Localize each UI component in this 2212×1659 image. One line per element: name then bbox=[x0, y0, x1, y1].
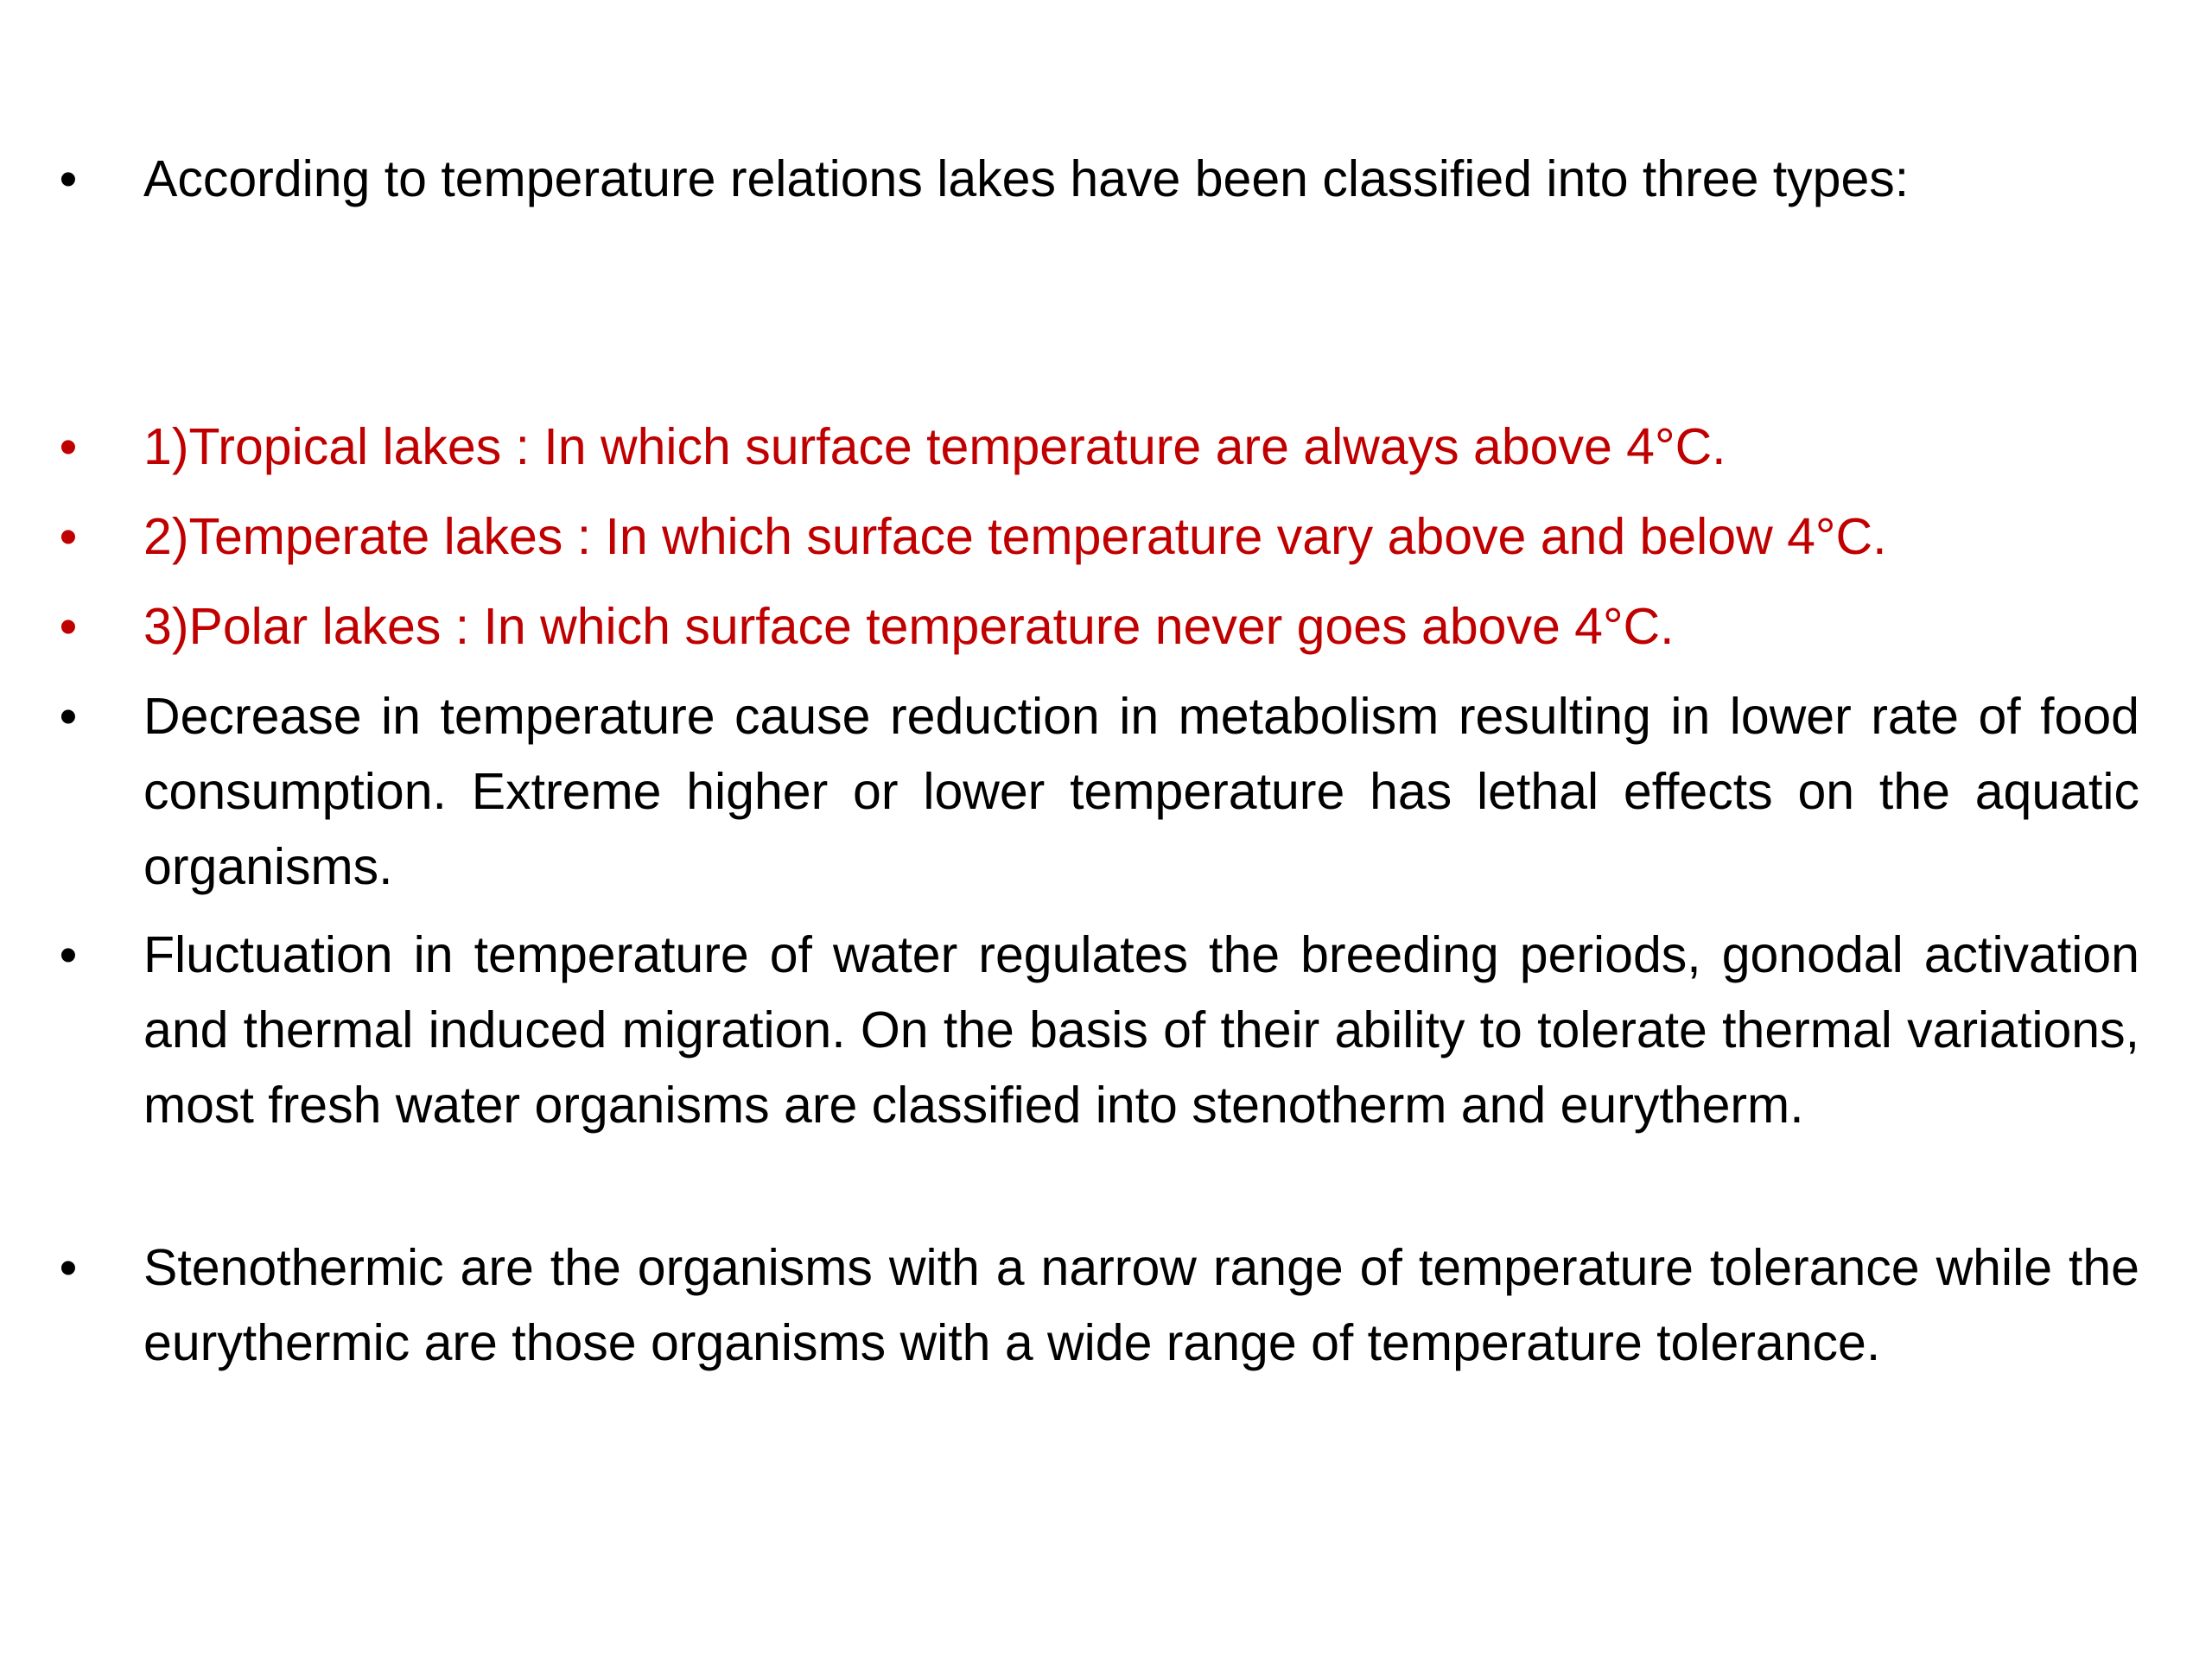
bullet-text-tropical-lakes: 1)Tropical lakes : In which surface temperature are always above 4°C. bbox=[143, 418, 1726, 475]
bullet-marker: • bbox=[59, 688, 78, 745]
bullet-text-stenothermic: Stenothermic are the organisms with a narrow range of temperature tolerance while the eurythermic are those organisms with a wide range of temperature tolerance. bbox=[143, 1239, 2139, 1371]
bullet-marker: • bbox=[59, 508, 78, 565]
bullet-text-temperate-lakes: 2)Temperate lakes : In which surface temperature vary above and below 4°C. bbox=[143, 508, 1887, 565]
bullet-marker: • bbox=[59, 926, 78, 983]
bullet-marker: • bbox=[59, 1239, 78, 1296]
bullet-marker: • bbox=[59, 598, 78, 655]
bullet-marker: • bbox=[59, 150, 78, 207]
bullet-text-intro: According to temperature relations lakes have been classified into three types: bbox=[143, 150, 1910, 207]
bullet-text-metabolism: Decrease in temperature cause reduction in metabolism resulting in lower rate of food consumption. Extreme higher or lower temperature has lethal effects on the aquatic organisms. bbox=[143, 688, 2139, 895]
bullet-text-fluctuation: Fluctuation in temperature of water regulates the breeding periods, gonodal activation and thermal induced migration. On the basis of their ability to tolerate thermal variations, most fresh water organisms are classified into stenotherm and eurytherm. bbox=[143, 926, 2139, 1134]
bullet-marker: • bbox=[59, 418, 78, 475]
bullet-text-polar-lakes: 3)Polar lakes : In which surface temperature never goes above 4°C. bbox=[143, 598, 1675, 655]
